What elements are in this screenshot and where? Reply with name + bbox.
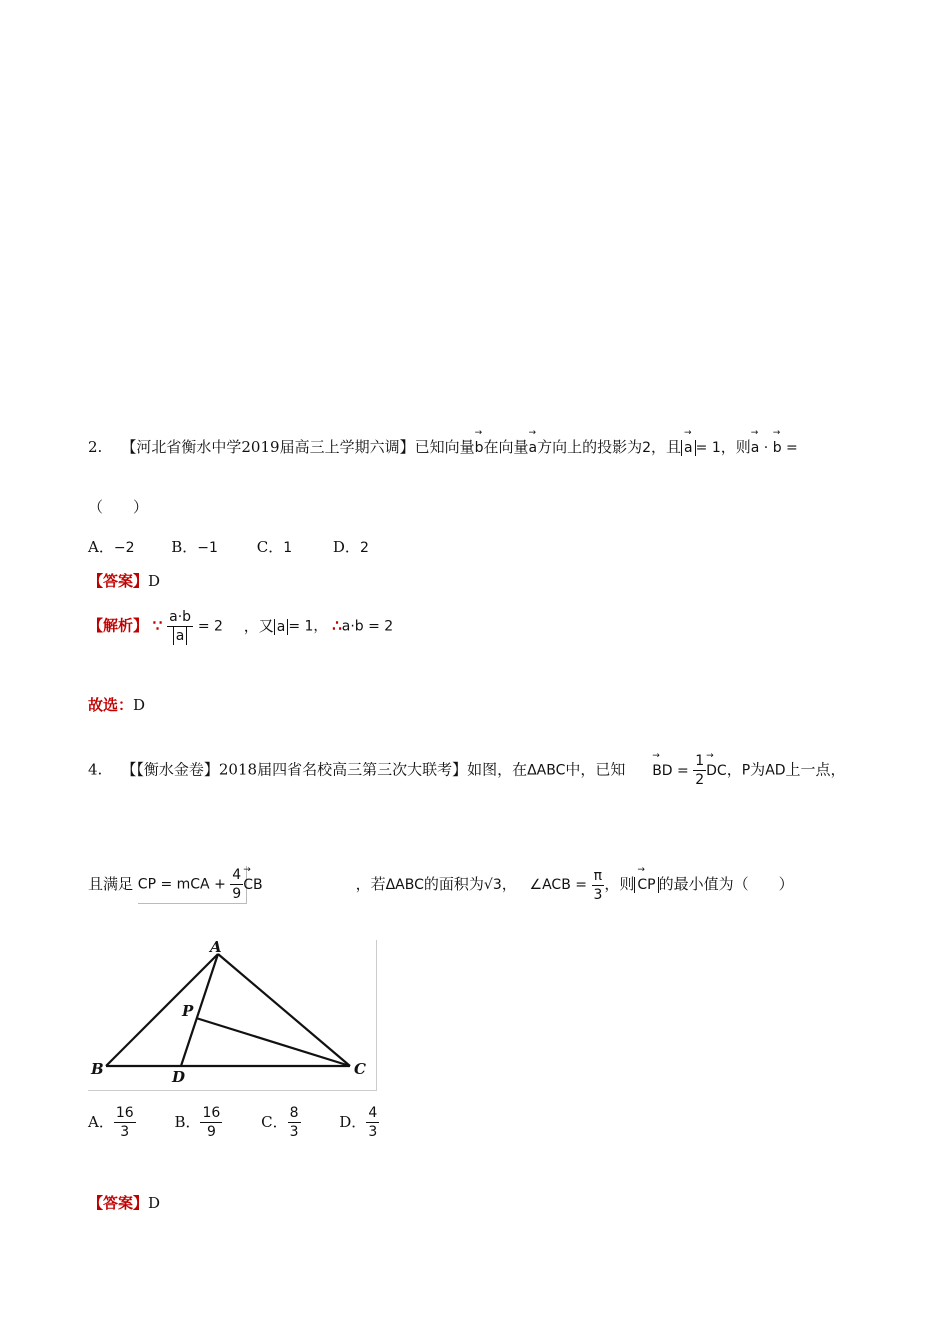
option-fraction: [200, 1104, 222, 1141]
answer-label: 【答案】: [88, 572, 149, 590]
sqrt-three: √3: [483, 877, 502, 893]
fraction-denominator: [173, 627, 188, 645]
option-value: −1: [197, 540, 218, 556]
label-p: P: [182, 1002, 194, 1020]
option-letter: D．: [332, 538, 360, 556]
q4-options: [88, 1104, 379, 1141]
frac-num: 8: [289, 1105, 299, 1121]
vector-cb: → CB: [243, 877, 262, 893]
frac-den: 9: [232, 886, 242, 902]
angle-acb: [529, 867, 605, 903]
triangle-svg: [88, 940, 376, 1090]
option-fraction: [288, 1104, 301, 1141]
label-c: C: [354, 1060, 366, 1078]
option-letter: B．: [174, 1112, 201, 1131]
projection-fraction: [167, 608, 193, 645]
label-b: B: [91, 1060, 104, 1078]
q4-stem-e: 上一点，: [785, 760, 846, 779]
label-d: D: [172, 1068, 186, 1086]
q2-stem-d: ，且: [651, 438, 682, 456]
q4-number: 4.: [88, 760, 103, 779]
angle-text: ∠ACB =: [529, 877, 587, 893]
q2-option-d: [333, 538, 369, 556]
frac-den: 3: [368, 1124, 378, 1140]
option-value: 2: [359, 540, 369, 556]
q4-comma: ，: [501, 875, 517, 893]
half-fraction: [693, 752, 706, 789]
therefore-symbol: ∴: [332, 616, 342, 635]
q2-stem-e: ，则: [720, 438, 751, 456]
choose-label: 故选：: [88, 696, 134, 714]
option-value: 1: [283, 540, 293, 556]
q4-stem-d: 为: [750, 760, 766, 779]
q2-norm-eq: = 1: [695, 440, 721, 456]
denominator-vector: a: [175, 628, 185, 644]
analysis-label: 【解析】: [88, 616, 149, 635]
q4-option-c: [261, 1105, 300, 1140]
pi-over-three: [591, 867, 604, 904]
also-text: ，又: [243, 616, 274, 635]
option-letter: C．: [261, 1112, 288, 1131]
half-num: 1: [695, 753, 705, 769]
option-letter: B．: [171, 538, 198, 556]
option-letter: A．: [88, 538, 114, 556]
dot-result: a·b = 2: [341, 618, 394, 635]
vector-dc: → DC: [706, 763, 727, 779]
option-fraction: [366, 1104, 379, 1141]
norm-a-2: [274, 619, 289, 635]
vector-bd: → BD: [652, 763, 672, 779]
q2-stem-a: 已知向量: [414, 438, 475, 456]
q2-norm-a-vector: → a: [684, 440, 693, 456]
norm-eq-2: = 1，: [288, 618, 328, 635]
q4-line2-d: ，则: [604, 875, 635, 893]
eq-sign: =: [677, 762, 689, 779]
q2-analysis: [88, 608, 393, 645]
q2-option-b: [171, 538, 218, 556]
segment-ad: AD: [765, 762, 786, 779]
option-letter: D．: [339, 1112, 367, 1131]
norm-vector: a: [276, 618, 286, 635]
pi-num: π: [593, 867, 603, 884]
q4-option-d: [339, 1105, 379, 1140]
because-symbol: ∵: [152, 616, 163, 635]
q4-stem-b: 中，已知: [565, 760, 626, 779]
frac-num: 4: [368, 1105, 378, 1121]
q2-vector-a: → a: [529, 440, 538, 456]
q2-dot-product: → a · → b =: [751, 440, 798, 456]
cp-expression: CP = mCA +: [137, 876, 226, 893]
cp-expression-box: [137, 866, 263, 904]
option-letter: A．: [88, 1112, 114, 1131]
answer-value: D: [148, 572, 161, 590]
q2-dot-b: → b: [773, 440, 782, 456]
q4-line2-e: 的最小值为（ ）: [658, 875, 794, 893]
q2-dot-a: → a: [751, 440, 760, 456]
q2-vector-b: → b: [475, 440, 484, 456]
q4-stem-a: 如图，在: [467, 760, 528, 779]
q2-paren: （ ）: [88, 498, 149, 516]
q4-option-a: [88, 1105, 136, 1140]
frac-den: 3: [120, 1124, 130, 1140]
label-a: A: [210, 940, 222, 956]
half-den: 2: [695, 772, 705, 788]
triangle-figure: [88, 940, 377, 1091]
q4-line2-c: 的面积为: [423, 875, 484, 893]
four-ninths: [230, 866, 243, 903]
q4-source: 【【衡水金卷】2018届四省名校高三第三次大联考】: [121, 760, 468, 779]
segment-pc-line: [196, 1018, 350, 1066]
frac-num: 16: [115, 1105, 134, 1121]
frac-den: 9: [206, 1124, 216, 1140]
option-letter: C．: [256, 538, 284, 556]
q2-norm-a: [681, 440, 696, 456]
side-ac: [218, 954, 350, 1066]
option-fraction: [114, 1104, 136, 1141]
q2-option-a: [88, 538, 134, 556]
cp-norm: [634, 877, 658, 893]
answer-label: 【答案】: [88, 1194, 149, 1212]
choose-value: D: [133, 696, 146, 714]
frac-num: 4: [232, 867, 242, 883]
q2-projection-value: 2: [642, 440, 652, 456]
q2-stem: [88, 436, 798, 457]
q4-bd-relation: [652, 753, 727, 788]
q2-option-c: [257, 538, 292, 556]
q4-stem: [88, 752, 846, 789]
side-ab: [106, 954, 218, 1066]
frac-num: 16: [202, 1105, 221, 1121]
q2-options: [88, 536, 369, 557]
q2-number: 2.: [88, 438, 103, 456]
option-value: −2: [113, 540, 135, 556]
answer-value: D: [148, 1194, 161, 1212]
q4-line2-a: 且满足: [88, 875, 134, 893]
q4-triangle: ΔABC: [527, 762, 566, 779]
q4-option-b: [174, 1105, 222, 1140]
q4-condition: [88, 866, 794, 904]
q2-stem-b: 在向量: [483, 438, 529, 456]
fraction-numerator: a·b: [169, 609, 192, 625]
q2-source: 【河北省衡水中学2019届高三上学期六调】: [121, 438, 415, 456]
frac-den: 3: [289, 1124, 299, 1140]
q4-answer: [88, 1192, 160, 1213]
q4-line2-b: ，若: [355, 875, 386, 893]
q2-choose: [88, 694, 145, 715]
point-p: P: [741, 762, 751, 779]
pi-den: 3: [593, 886, 603, 903]
q4-triangle-2: ΔABC: [385, 877, 424, 893]
q2-dot-eq: =: [786, 440, 798, 456]
q4-stem-c: ，: [726, 760, 742, 779]
fraction-eq: = 2: [197, 618, 223, 635]
q2-answer: [88, 570, 160, 591]
cp-norm-vector: → CP: [637, 877, 655, 893]
q2-stem-c: 方向上的投影为: [537, 438, 643, 456]
